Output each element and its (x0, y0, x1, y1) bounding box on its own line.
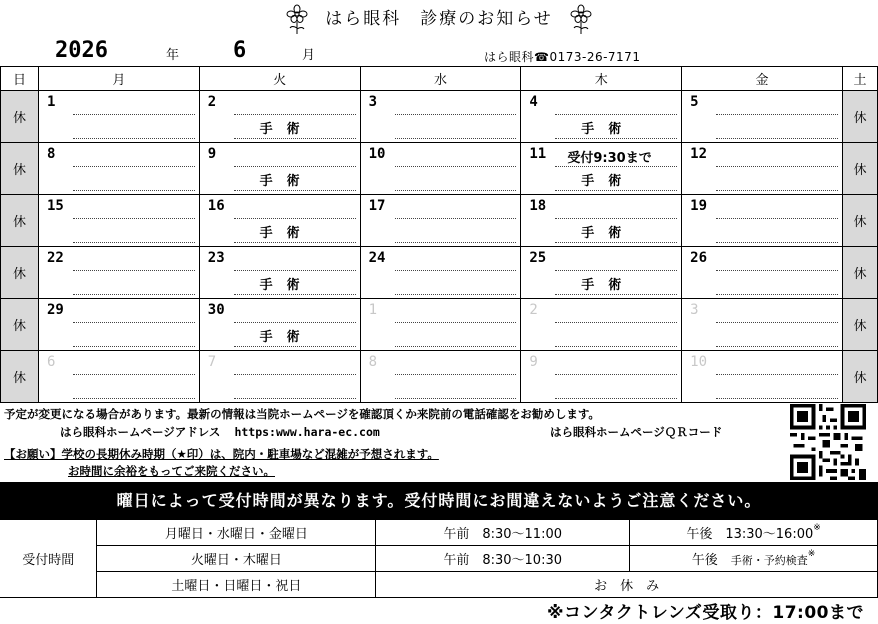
hours-am: 午前 8:30～11:00 (376, 520, 630, 546)
dotted-line (555, 190, 677, 191)
day-note: 受付9:30まで (567, 151, 652, 166)
weekday-header (1, 67, 878, 91)
dotted-line (716, 138, 838, 139)
sunday-closed-cell: 休 (1, 299, 39, 351)
sunday-closed-cell: 休 (1, 247, 39, 299)
saturday-closed-cell: 休 (842, 195, 877, 247)
dotted-line (73, 398, 195, 399)
day-number: 11 (529, 146, 547, 162)
calendar-week-row (1, 299, 878, 351)
saturday-closed-cell: 休 (842, 91, 877, 143)
calendar-day-cell (38, 195, 199, 247)
dotted-line (716, 166, 838, 167)
sunday-closed-cell: 休 (1, 143, 39, 195)
surgery-label: 手術 (581, 174, 636, 189)
saturday-closed-cell: 休 (842, 143, 877, 195)
year: 2026 (55, 38, 108, 63)
day-number: 8 (368, 354, 377, 370)
dotted-line (716, 374, 838, 375)
hours-pm-prefix: 午後 (691, 553, 718, 568)
day-number: 16 (207, 198, 225, 214)
dotted-line (73, 374, 195, 375)
homepage-url[interactable]: https:www.hara-ec.com (234, 425, 380, 439)
flower-icon (286, 4, 308, 34)
hours-days: 火曜日・木曜日 (97, 546, 376, 572)
day-number: 3 (690, 302, 699, 318)
day-number: 10 (690, 354, 708, 370)
dotted-line (395, 294, 517, 295)
weekday-sat: 土 (842, 67, 877, 91)
surgery-label: 手術 (259, 122, 314, 137)
calendar-day-cell (38, 91, 199, 143)
dotted-line (716, 398, 838, 399)
day-number: 23 (207, 250, 225, 266)
day-number: 25 (529, 250, 547, 266)
hours-pm-mark: ※ (807, 549, 816, 559)
calendar-day-cell (199, 247, 360, 299)
dotted-line (395, 190, 517, 191)
dotted-line (234, 166, 356, 167)
surgery-label: 手術 (259, 174, 314, 189)
reception-hours-label: 受付時間 (0, 520, 97, 598)
day-number: 9 (529, 354, 538, 370)
day-number: 22 (46, 250, 64, 266)
calendar-day-cell (199, 143, 360, 195)
calendar-day-cell (199, 351, 360, 403)
dotted-line (395, 242, 517, 243)
calendar-day-cell (360, 91, 521, 143)
calendar-day-cell (360, 143, 521, 195)
calendar-day-cell (521, 299, 682, 351)
dotted-line (395, 374, 517, 375)
calendar-day-cell (199, 91, 360, 143)
dotted-line (555, 270, 677, 271)
dotted-line (716, 190, 838, 191)
month: 6 (233, 38, 247, 63)
day-number: 30 (207, 302, 225, 318)
day-number: 2 (529, 302, 538, 318)
calendar-day-cell (38, 143, 199, 195)
hours-row (0, 572, 878, 598)
day-number: 26 (690, 250, 708, 266)
dotted-line (716, 294, 838, 295)
dotted-line (234, 138, 356, 139)
dotted-line (73, 114, 195, 115)
dotted-line (73, 294, 195, 295)
dotted-line (716, 346, 838, 347)
schedule-change-notice: 予定が変更になる場合があります。最新の情報は当院ホームページを確認頂くか来院前の電話確認をお勧めします。 (4, 407, 600, 421)
hours-row (0, 520, 878, 546)
calendar-day-cell (360, 299, 521, 351)
day-number: 29 (46, 302, 64, 318)
day-number: 7 (207, 354, 217, 370)
qr-label: はら眼科ホームページＱＲコード (550, 425, 723, 439)
page-title (0, 4, 878, 34)
dotted-line (234, 114, 356, 115)
calendar-day-cell (360, 195, 521, 247)
surgery-label: 手術 (581, 226, 636, 241)
dotted-line (555, 398, 677, 399)
day-number: 17 (368, 198, 386, 214)
calendar-week-row (1, 351, 878, 403)
day-number: 8 (46, 146, 56, 162)
calendar-day-cell (521, 143, 682, 195)
dotted-line (555, 218, 677, 219)
dotted-line (234, 270, 356, 271)
day-number: 2 (207, 94, 217, 110)
surgery-label: 手術 (581, 278, 636, 293)
dotted-line (73, 270, 195, 271)
hours-pm (630, 546, 878, 572)
surgery-label: 手術 (259, 330, 314, 345)
homepage-line (60, 424, 380, 440)
calendar-day-cell (682, 195, 843, 247)
request-line-1: 【お願い】学校の長期休み時期（★印）は、院内・駐車場など混雑が予想されます。 (4, 447, 439, 461)
day-number: 15 (46, 198, 64, 214)
calendar-week-row (1, 195, 878, 247)
saturday-closed-cell: 休 (842, 299, 877, 351)
calendar-day-cell (38, 247, 199, 299)
weekday-tue: 火 (199, 67, 360, 91)
day-number: 9 (207, 146, 217, 162)
weekday-fri: 金 (682, 67, 843, 91)
dotted-line (395, 270, 517, 271)
hours-pm-text: 手術・予約検査 (730, 554, 808, 567)
dotted-line (73, 166, 195, 167)
reception-time-banner: 曜日によって受付時間が異なります。受付時間にお間違えないようご注意ください。 (0, 482, 878, 519)
dotted-line (395, 346, 517, 347)
day-number: 12 (690, 146, 708, 162)
calendar-week-row (1, 247, 878, 299)
hours-closed: お 休 み (376, 572, 878, 598)
day-number: 19 (690, 198, 708, 214)
calendar-day-cell (199, 195, 360, 247)
dotted-line (395, 138, 517, 139)
dotted-line (555, 346, 677, 347)
dotted-line (395, 218, 517, 219)
sunday-closed-cell: 休 (1, 351, 39, 403)
dotted-line (234, 242, 356, 243)
contact-lens-pickup-note: ※コンタクトレンズ受取り：17:00まで (546, 603, 864, 623)
dotted-line (395, 114, 517, 115)
dotted-line (234, 190, 356, 191)
sunday-closed-cell: 休 (1, 195, 39, 247)
dotted-line (395, 166, 517, 167)
request-line-2: お時間に余裕をもってご来院ください。 (68, 464, 275, 478)
dotted-line (234, 374, 356, 375)
flower-icon (570, 4, 592, 34)
dotted-line (716, 114, 838, 115)
calendar-week-row (1, 91, 878, 143)
calendar-day-cell (521, 247, 682, 299)
dotted-line (716, 322, 838, 323)
calendar-day-cell (682, 143, 843, 195)
day-number: 3 (368, 94, 377, 110)
hours-pm-text: 午後 13:30～16:00 (686, 527, 814, 542)
day-number: 1 (46, 94, 56, 110)
calendar-week-row (1, 143, 878, 195)
day-number: 18 (529, 198, 547, 214)
dotted-line (555, 114, 677, 115)
calendar-day-cell (682, 91, 843, 143)
calendar-day-cell (360, 351, 521, 403)
dotted-line (73, 322, 195, 323)
hours-row (0, 546, 878, 572)
dotted-line (234, 322, 356, 323)
homepage-label: はら眼科ホームページアドレス (60, 425, 221, 439)
surgery-label: 手術 (259, 278, 314, 293)
dotted-line (716, 270, 838, 271)
dotted-line (73, 190, 195, 191)
calendar-day-cell (682, 351, 843, 403)
clinic-phone: はら眼科☎0173-26-7171 (484, 50, 641, 64)
dotted-line (555, 294, 677, 295)
calendar-day-cell (360, 247, 521, 299)
day-number: 1 (368, 302, 377, 318)
calendar-day-cell (38, 299, 199, 351)
dotted-line (73, 138, 195, 139)
dotted-line (73, 218, 195, 219)
hours-days: 土曜日・日曜日・祝日 (97, 572, 376, 598)
calendar-table (0, 66, 878, 403)
qr-code-icon[interactable] (790, 404, 866, 480)
surgery-label: 手術 (581, 122, 636, 137)
hours-days: 月曜日・水曜日・金曜日 (97, 520, 376, 546)
calendar-day-cell (521, 351, 682, 403)
day-number: 6 (46, 354, 56, 370)
surgery-label: 手術 (259, 226, 314, 241)
sunday-closed-cell: 休 (1, 91, 39, 143)
day-number: 24 (368, 250, 386, 266)
dotted-line (234, 398, 356, 399)
calendar-day-cell (682, 247, 843, 299)
hours-am: 午前 8:30～10:30 (376, 546, 630, 572)
calendar-day-cell (682, 299, 843, 351)
dotted-line (73, 346, 195, 347)
weekday-thu: 木 (521, 67, 682, 91)
weekday-wed: 水 (360, 67, 521, 91)
saturday-closed-cell: 休 (842, 247, 877, 299)
weekday-sun: 日 (1, 67, 39, 91)
hours-pm (630, 520, 878, 546)
calendar-day-cell (199, 299, 360, 351)
month-suffix: 月 (302, 48, 316, 63)
hours-pm-mark: ※ (813, 523, 821, 533)
dotted-line (234, 294, 356, 295)
dotted-line (395, 322, 517, 323)
dotted-line (395, 398, 517, 399)
calendar-day-cell (521, 195, 682, 247)
dotted-line (716, 242, 838, 243)
reception-hours-table (0, 519, 878, 598)
saturday-closed-cell: 休 (842, 351, 877, 403)
dotted-line (716, 218, 838, 219)
day-number: 5 (690, 94, 699, 110)
weekday-mon: 月 (38, 67, 199, 91)
dotted-line (555, 166, 677, 167)
dotted-line (73, 242, 195, 243)
day-number: 4 (529, 94, 538, 110)
dotted-line (555, 138, 677, 139)
dotted-line (234, 218, 356, 219)
calendar-day-cell (521, 91, 682, 143)
dotted-line (234, 346, 356, 347)
title-text: はら眼科 診療のお知らせ (325, 9, 553, 29)
day-number: 10 (368, 146, 386, 162)
dotted-line (555, 322, 677, 323)
year-suffix: 年 (166, 48, 180, 63)
calendar-day-cell (38, 351, 199, 403)
dotted-line (555, 374, 677, 375)
dotted-line (555, 242, 677, 243)
